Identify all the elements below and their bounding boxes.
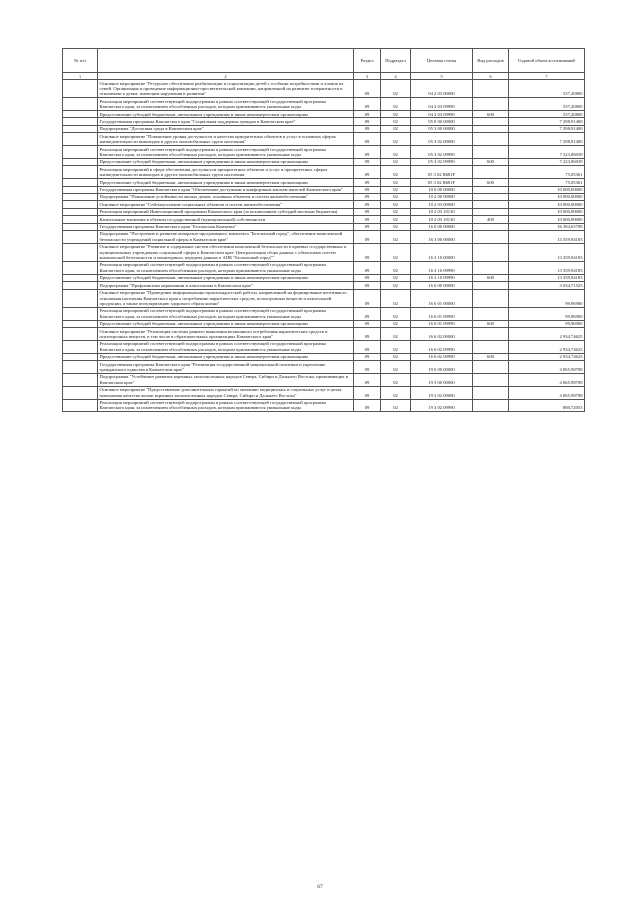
row-sum-cell: 2 934,74625 — [509, 328, 585, 341]
row-number-cell — [63, 261, 98, 274]
row-razdel-cell: 09 — [354, 208, 381, 215]
row-vr-cell: 600 — [473, 179, 509, 186]
row-vr-cell — [473, 399, 509, 412]
row-podrazdel-cell: 02 — [381, 133, 411, 146]
table-row — [63, 216, 585, 223]
row-podrazdel-cell: 02 — [381, 146, 411, 159]
table-row — [63, 133, 585, 146]
row-podrazdel-cell: 02 — [381, 373, 411, 386]
row-sum-cell: 537,20800 — [509, 80, 585, 98]
row-number-cell — [63, 80, 98, 98]
col-number: 1 — [63, 73, 98, 80]
row-sum-cell: 10 000,00000 — [509, 208, 585, 215]
row-sum-cell: 2 934,74625 — [509, 340, 585, 353]
row-razdel-cell: 09 — [354, 328, 381, 341]
row-sum-cell: 13 359,94183 — [509, 230, 585, 243]
table-header — [63, 49, 585, 73]
row-vr-cell — [473, 386, 509, 399]
row-sum-cell: 537,20800 — [509, 111, 585, 118]
row-razdel-cell: 09 — [354, 289, 381, 307]
table-body — [63, 80, 585, 412]
col-number: 2 — [98, 73, 354, 80]
row-number-cell — [63, 111, 98, 118]
row-razdel-cell: 09 — [354, 146, 381, 159]
row-number-cell — [63, 289, 98, 307]
row-number-cell — [63, 320, 98, 327]
row-vr-cell — [473, 328, 509, 341]
row-razdel-cell: 09 — [354, 373, 381, 386]
row-vr-cell — [473, 133, 509, 146]
table-row — [63, 118, 585, 125]
row-podrazdel-cell: 02 — [381, 193, 411, 200]
row-razdel-cell: 09 — [354, 193, 381, 200]
row-csr-cell: 19 3 02 09990 — [411, 399, 473, 412]
row-vr-cell — [473, 208, 509, 215]
row-number-cell — [63, 361, 98, 374]
row-name-cell: Подпрограмма "Повышение устойчивости жилых домов, основных объектов и систем жизнеобеспечения" — [98, 193, 354, 200]
row-name-cell: Предоставление субсидий бюджетным, автономным учреждениям и иным некоммерческим организациям — [98, 320, 354, 327]
row-sum-cell: 2 934,74625 — [509, 353, 585, 360]
table-row — [63, 146, 585, 159]
row-number-cell — [63, 340, 98, 353]
table-row — [63, 320, 585, 327]
col-header-razdel: Раздел — [354, 49, 381, 73]
row-name-cell: Государственная программа Камчатского края "Безопасная Камчатка" — [98, 223, 354, 230]
row-podrazdel-cell: 02 — [381, 282, 411, 289]
row-razdel-cell: 09 — [354, 80, 381, 98]
row-sum-cell: 7 298,91400 — [509, 118, 585, 125]
row-sum-cell: 7 223,86039 — [509, 146, 585, 159]
row-razdel-cell: 09 — [354, 125, 381, 132]
row-razdel-cell: 09 — [354, 179, 381, 186]
table-row — [63, 125, 585, 132]
col-number: 4 — [381, 73, 411, 80]
row-sum-cell: 99,96900 — [509, 289, 585, 307]
row-vr-cell — [473, 80, 509, 98]
row-csr-cell: 05 0 00 00000 — [411, 118, 473, 125]
table-row — [63, 166, 585, 179]
row-razdel-cell: 09 — [354, 320, 381, 327]
row-podrazdel-cell: 02 — [381, 80, 411, 98]
row-name-cell: Основное мероприятие "Сейсмоусиление социальных объектов и систем жизнеобеспечения" — [98, 201, 354, 208]
row-razdel-cell: 09 — [354, 98, 381, 111]
table-row — [63, 274, 585, 281]
row-podrazdel-cell: 02 — [381, 230, 411, 243]
row-name-cell: Реализация мероприятий в сфере обеспечения доступности приоритетных объектов и услуг в приоритетных сферах жизнедеятельности инвалидов и других маломобильных групп населения — [98, 166, 354, 179]
row-sum-cell: 4 065,98708 — [509, 373, 585, 386]
row-vr-cell — [473, 289, 509, 307]
row-name-cell: Реализация мероприятий соответствующей подпрограммы в рамках соответствующей государственной программы Камчатского края, за исключением обособленных расходов, которым присваиваются уникальные коды — [98, 146, 354, 159]
row-csr-cell: 19 3 00 00000 — [411, 373, 473, 386]
row-vr-cell — [473, 373, 509, 386]
row-sum-cell: 75,05361 — [509, 166, 585, 179]
row-podrazdel-cell: 02 — [381, 158, 411, 165]
row-name-cell: Предоставление субсидий бюджетным, автономным учреждениям и иным некоммерческим организациям — [98, 353, 354, 360]
row-sum-cell: 3 034,71525 — [509, 282, 585, 289]
row-sum-cell: 7 298,91400 — [509, 125, 585, 132]
row-sum-cell: 4 065,98708 — [509, 386, 585, 399]
row-razdel-cell: 09 — [354, 186, 381, 193]
row-sum-cell: 16 394,65708 — [509, 223, 585, 230]
row-name-cell: Реализация мероприятий соответствующей подпрограммы в рамках соответствующей государственной программы Камчатского края, за исключением обособленных расходов, которым присваиваются уникальные коды — [98, 340, 354, 353]
col-number: 5 — [411, 73, 473, 80]
row-vr-cell — [473, 193, 509, 200]
row-sum-cell: 99,96900 — [509, 307, 585, 320]
row-number-cell — [63, 98, 98, 111]
row-number-cell — [63, 201, 98, 208]
table-row — [63, 201, 585, 208]
row-vr-cell: 400 — [473, 216, 509, 223]
table-row — [63, 208, 585, 215]
row-number-cell — [63, 146, 98, 159]
row-number-cell — [63, 274, 98, 281]
row-name-cell: Предоставление субсидий бюджетным, автономным учреждениям и иным некоммерческим организациям — [98, 274, 354, 281]
row-csr-cell: 19 0 00 00000 — [411, 361, 473, 374]
row-sum-cell: 75,05361 — [509, 179, 585, 186]
col-number: 6 — [473, 73, 509, 80]
row-podrazdel-cell: 02 — [381, 208, 411, 215]
row-sum-cell: 537,20800 — [509, 98, 585, 111]
row-csr-cell: 04 2 03 00000 — [411, 80, 473, 98]
row-csr-cell: 04 2 03 09990 — [411, 98, 473, 111]
row-razdel-cell: 09 — [354, 111, 381, 118]
table-row — [63, 158, 585, 165]
row-number-cell — [63, 125, 98, 132]
row-podrazdel-cell: 02 — [381, 223, 411, 230]
row-name-cell: Подпрограмма "Построение и развитие аппаратно-программного комплекса "Безопасный город", обеспечение комплексной безопасности учреждений социальной сферы в Камчатском крае" — [98, 230, 354, 243]
row-name-cell: Основное мероприятие "Повышение уровня доступности и качества приоритетных объектов и услуг в основных сферах жизнедеятельности инвалидов и других маломобильных групп населения" — [98, 133, 354, 146]
row-csr-cell: 10 2 03 10130 — [411, 208, 473, 215]
row-name-cell: Основное мероприятие "Ресурсное обеспечение реабилитации и социализации детей с особыми потребностями и членов их семей. Организация и проведение информационно-просветительской кампании, направленной на развитие толерантности в отношении к детям, имеющим нарушения в развитии" — [98, 80, 354, 98]
row-razdel-cell: 09 — [354, 243, 381, 261]
row-csr-cell: 05 3 02 R681F — [411, 166, 473, 179]
table-row — [63, 361, 585, 374]
row-vr-cell — [473, 340, 509, 353]
row-vr-cell — [473, 201, 509, 208]
row-vr-cell — [473, 146, 509, 159]
table-row — [63, 243, 585, 261]
row-vr-cell — [473, 98, 509, 111]
table-row — [63, 328, 585, 341]
row-csr-cell: 16 6 01 09990 — [411, 307, 473, 320]
row-sum-cell: 10 000,00000 — [509, 186, 585, 193]
row-vr-cell — [473, 223, 509, 230]
row-razdel-cell: 09 — [354, 261, 381, 274]
table-row — [63, 193, 585, 200]
row-podrazdel-cell: 02 — [381, 261, 411, 274]
budget-page — [62, 48, 584, 412]
table-row — [63, 261, 585, 274]
row-podrazdel-cell: 02 — [381, 361, 411, 374]
row-csr-cell: 16 3 10 09990 — [411, 274, 473, 281]
row-podrazdel-cell: 02 — [381, 216, 411, 223]
row-csr-cell: 05 3 02 R681F — [411, 179, 473, 186]
row-sum-cell: 13 359,94183 — [509, 261, 585, 274]
row-csr-cell: 16 6 00 00000 — [411, 282, 473, 289]
col-number: 7 — [509, 73, 585, 80]
budget-table — [62, 48, 585, 412]
row-razdel-cell: 09 — [354, 133, 381, 146]
row-number-cell — [63, 166, 98, 179]
row-number-cell — [63, 158, 98, 165]
row-podrazdel-cell: 02 — [381, 353, 411, 360]
row-csr-cell: 04 2 03 09990 — [411, 111, 473, 118]
row-podrazdel-cell: 02 — [381, 399, 411, 412]
table-row — [63, 282, 585, 289]
table-row — [63, 289, 585, 307]
row-podrazdel-cell: 02 — [381, 186, 411, 193]
col-header-sum: Годовой объем ассигнований — [509, 49, 585, 73]
row-sum-cell: 13 359,94183 — [509, 243, 585, 261]
row-razdel-cell: 09 — [354, 166, 381, 179]
row-podrazdel-cell: 02 — [381, 274, 411, 281]
table-row — [63, 80, 585, 98]
row-name-cell: Реализация мероприятий Инвестиционной программы Камчатского края (за исключением субсидий местным бюджетам) — [98, 208, 354, 215]
row-csr-cell: 10 2 03 00000 — [411, 201, 473, 208]
row-number-cell — [63, 118, 98, 125]
row-number-cell — [63, 353, 98, 360]
row-number-cell — [63, 328, 98, 341]
row-name-cell: Подпрограмма "Доступная среда в Камчатском крае" — [98, 125, 354, 132]
row-csr-cell: 16 3 10 09990 — [411, 261, 473, 274]
row-sum-cell: 880,72053 — [509, 399, 585, 412]
row-razdel-cell: 09 — [354, 216, 381, 223]
row-csr-cell: 16 6 02 09990 — [411, 353, 473, 360]
row-csr-cell: 16 6 02 09990 — [411, 340, 473, 353]
row-name-cell: Государственная программа Камчатского края "Обеспечение доступным и комфортным жильем жителей Камчатского края" — [98, 186, 354, 193]
row-vr-cell — [473, 125, 509, 132]
row-csr-cell: 05 3 00 00000 — [411, 125, 473, 132]
page-number: 67 — [317, 884, 323, 890]
col-header-podrazdel: Подраздел — [381, 49, 411, 73]
row-podrazdel-cell: 02 — [381, 125, 411, 132]
row-podrazdel-cell: 02 — [381, 386, 411, 399]
row-number-cell — [63, 373, 98, 386]
row-name-cell: Подпрограмма "Устойчивое развитие коренных малочисленных народов Севера, Сибири и Дальнего Востока, проживающих в Камчатском крае" — [98, 373, 354, 386]
row-razdel-cell: 09 — [354, 386, 381, 399]
row-vr-cell — [473, 230, 509, 243]
row-sum-cell: 4 065,98708 — [509, 361, 585, 374]
row-name-cell: Реализация мероприятий соответствующей подпрограммы в рамках соответствующей государственной программы Камчатского края, за исключением обособленных расходов, которым присваиваются уникальные коды — [98, 307, 354, 320]
row-razdel-cell: 09 — [354, 353, 381, 360]
row-name-cell: Основное мероприятие "Реализация системы раннего выявления незаконного потребления наркотических средств и психотропных веществ, в том числе в образовательных организациях Камчатского края" — [98, 328, 354, 341]
table-row — [63, 179, 585, 186]
row-sum-cell: 10 000,00000 — [509, 216, 585, 223]
row-name-cell: Реализация мероприятий соответствующей подпрограммы в рамках соответствующей государственной программы Камчатского края, за исключением обособленных расходов, которым присваиваются уникальные коды — [98, 98, 354, 111]
row-name-cell: Реализация мероприятий соответствующей подпрограммы в рамках соответствующей государственной программы Камчатского края, за исключением обособленных расходов, которым присваиваются уникальные коды — [98, 261, 354, 274]
table-row — [63, 399, 585, 412]
row-razdel-cell: 09 — [354, 223, 381, 230]
row-csr-cell: 16 6 01 00000 — [411, 289, 473, 307]
row-razdel-cell: 09 — [354, 340, 381, 353]
row-number-cell — [63, 186, 98, 193]
col-number: 3 — [354, 73, 381, 80]
col-header-csr: Целевая статья — [411, 49, 473, 73]
table-row — [63, 386, 585, 399]
row-vr-cell — [473, 118, 509, 125]
row-csr-cell: 16 6 01 09990 — [411, 320, 473, 327]
row-podrazdel-cell: 02 — [381, 328, 411, 341]
row-sum-cell: 7 223,86039 — [509, 158, 585, 165]
row-name-cell: Подпрограмма "Профилактика наркомании и алкоголизма в Камчатском крае" — [98, 282, 354, 289]
row-razdel-cell: 09 — [354, 282, 381, 289]
table-row — [63, 186, 585, 193]
row-number-cell — [63, 399, 98, 412]
row-podrazdel-cell: 02 — [381, 201, 411, 208]
row-razdel-cell: 09 — [354, 230, 381, 243]
row-vr-cell — [473, 186, 509, 193]
row-vr-cell: 600 — [473, 353, 509, 360]
row-number-cell — [63, 179, 98, 186]
row-podrazdel-cell: 02 — [381, 340, 411, 353]
row-razdel-cell: 09 — [354, 118, 381, 125]
row-number-cell — [63, 243, 98, 261]
row-razdel-cell: 09 — [354, 399, 381, 412]
row-razdel-cell: 09 — [354, 158, 381, 165]
row-razdel-cell: 09 — [354, 361, 381, 374]
row-csr-cell: 05 3 02 09990 — [411, 146, 473, 159]
row-csr-cell: 10 2 03 10130 — [411, 216, 473, 223]
row-razdel-cell: 09 — [354, 274, 381, 281]
row-csr-cell: 16 6 02 00000 — [411, 328, 473, 341]
col-header-name — [98, 49, 354, 73]
row-csr-cell: 10 0 00 00000 — [411, 186, 473, 193]
row-name-cell: Основное мероприятие "Предоставление дополнительных гарантий по оказанию медицинских и социальных услуг в целях повышения качества жизни коренных малочисленных народов Севера, Сибири и Дальнего Востока" — [98, 386, 354, 399]
row-number-cell — [63, 216, 98, 223]
row-name-cell: Капитальные вложения в объекты государственной (муниципальной) собственности — [98, 216, 354, 223]
row-csr-cell: 05 3 02 09990 — [411, 158, 473, 165]
row-vr-cell: 600 — [473, 320, 509, 327]
row-sum-cell: 7 298,91400 — [509, 133, 585, 146]
col-header-vr: Вид расходов — [473, 49, 509, 73]
table-row — [63, 353, 585, 360]
row-csr-cell: 16 0 00 00000 — [411, 223, 473, 230]
row-vr-cell — [473, 307, 509, 320]
row-podrazdel-cell: 02 — [381, 98, 411, 111]
row-csr-cell: 10 2 00 00000 — [411, 193, 473, 200]
row-name-cell: Предоставление субсидий бюджетным, автономным учреждениям и иным некоммерческим организациям — [98, 179, 354, 186]
row-number-cell — [63, 282, 98, 289]
row-number-cell — [63, 133, 98, 146]
row-vr-cell: 600 — [473, 158, 509, 165]
row-number-cell — [63, 223, 98, 230]
row-csr-cell: 05 3 02 00000 — [411, 133, 473, 146]
row-csr-cell: 16 3 10 00000 — [411, 243, 473, 261]
column-numbers-row — [63, 73, 585, 80]
row-number-cell — [63, 208, 98, 215]
row-name-cell: Основное мероприятие "Развитие и содержание систем обеспечения комплексной безопасности в краевых государственных и муниципальных учреждениях социальной сферы в Камчатском крае. Централизация сбора данных с объектовых систем комплексной безопасности и мониторинга, передача данных в АПК "Безопасный город"" — [98, 243, 354, 261]
table-row — [63, 340, 585, 353]
table-row — [63, 111, 585, 118]
row-vr-cell — [473, 243, 509, 261]
row-sum-cell: 13 359,94183 — [509, 274, 585, 281]
row-vr-cell: 600 — [473, 111, 509, 118]
row-name-cell: Государственная программа Камчатского края "Реализация государственной национальной политики и укрепление гражданского единства в Камчатском крае" — [98, 361, 354, 374]
row-sum-cell: 10 000,00000 — [509, 193, 585, 200]
row-name-cell: Основное мероприятие "Проведение информационно-пропагандистской работы, направленной на формирование негативного отношения населения Камчатского края к потреблению наркотических средств, психотропных веществ и алкогольной продукции, а также популяризацию здорового образа жизни" — [98, 289, 354, 307]
table-row — [63, 230, 585, 243]
row-podrazdel-cell: 02 — [381, 179, 411, 186]
row-podrazdel-cell: 02 — [381, 307, 411, 320]
row-podrazdel-cell: 02 — [381, 320, 411, 327]
row-vr-cell — [473, 282, 509, 289]
row-number-cell — [63, 193, 98, 200]
col-header-num: № п/п — [63, 49, 98, 73]
row-razdel-cell: 09 — [354, 307, 381, 320]
row-number-cell — [63, 386, 98, 399]
row-vr-cell — [473, 166, 509, 179]
table-row — [63, 373, 585, 386]
row-podrazdel-cell: 02 — [381, 289, 411, 307]
table-row — [63, 307, 585, 320]
row-vr-cell — [473, 261, 509, 274]
table-row — [63, 223, 585, 230]
row-razdel-cell: 09 — [354, 201, 381, 208]
row-sum-cell: 10 000,00000 — [509, 201, 585, 208]
row-podrazdel-cell: 02 — [381, 118, 411, 125]
row-csr-cell: 16 3 00 00000 — [411, 230, 473, 243]
row-name-cell: Предоставление субсидий бюджетным, автономным учреждениям и иным некоммерческим организациям — [98, 158, 354, 165]
row-name-cell: Реализация мероприятий соответствующей подпрограммы в рамках соответствующей государственной программы Камчатского края, за исключением обособленных расходов, которым присваиваются уникальные коды — [98, 399, 354, 412]
row-podrazdel-cell: 02 — [381, 243, 411, 261]
row-number-cell — [63, 230, 98, 243]
row-vr-cell: 600 — [473, 274, 509, 281]
row-name-cell: Государственная программа Камчатского края "Социальная поддержка граждан в Камчатском крае" — [98, 118, 354, 125]
row-name-cell: Предоставление субсидий бюджетным, автономным учреждениям и иным некоммерческим организациям — [98, 111, 354, 118]
row-podrazdel-cell: 02 — [381, 166, 411, 179]
row-sum-cell: 99,96900 — [509, 320, 585, 327]
row-number-cell — [63, 307, 98, 320]
row-vr-cell — [473, 361, 509, 374]
row-csr-cell: 19 3 02 00000 — [411, 386, 473, 399]
row-podrazdel-cell: 02 — [381, 111, 411, 118]
table-row — [63, 98, 585, 111]
